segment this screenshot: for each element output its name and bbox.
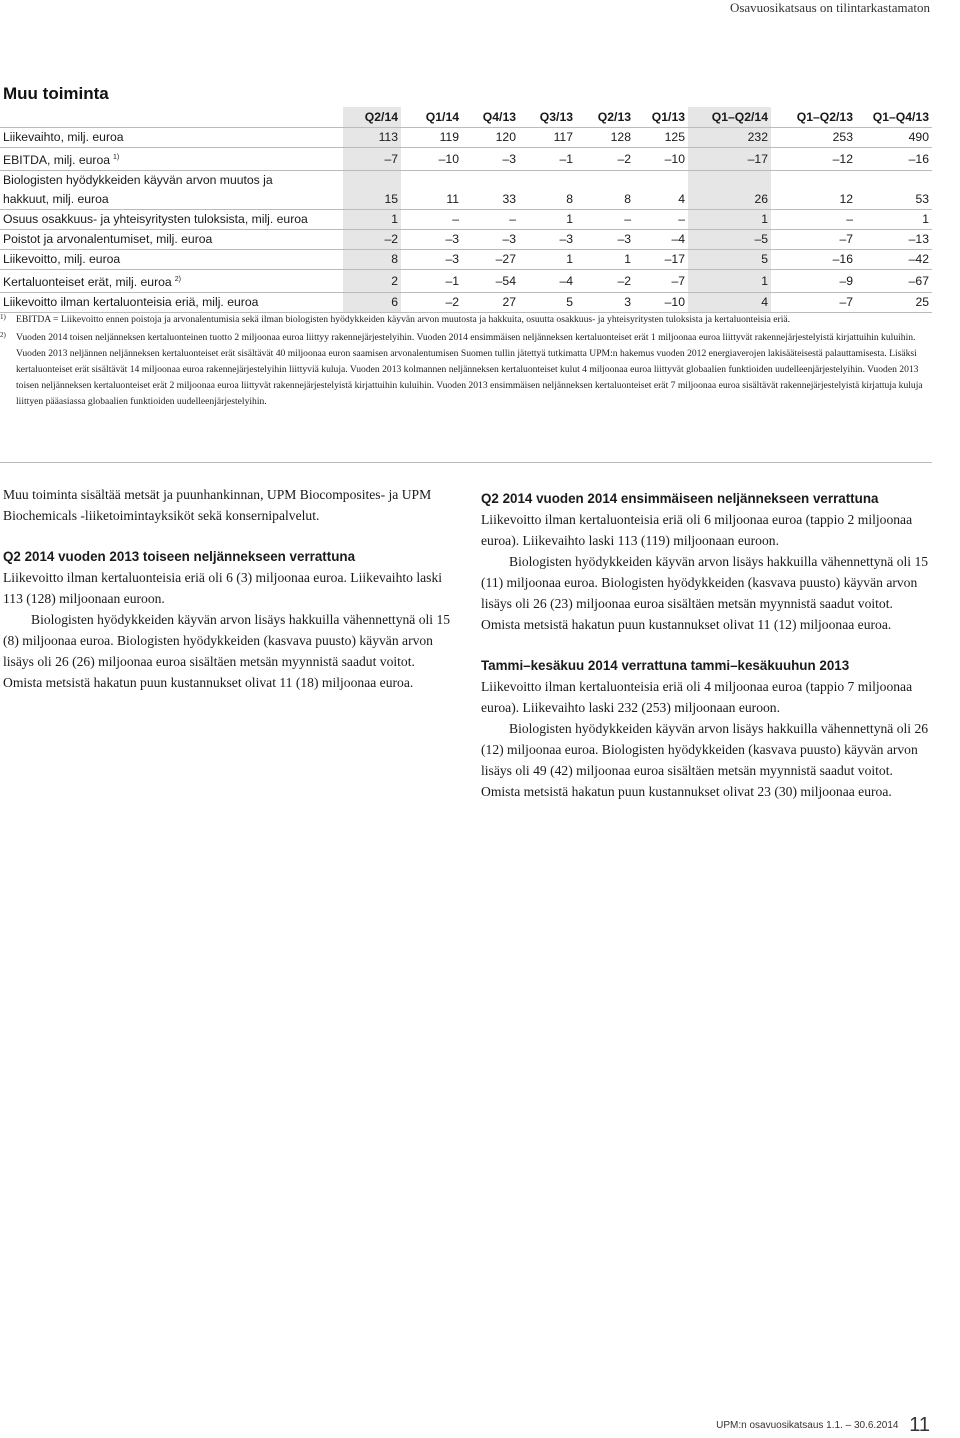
row-label [0,230,343,250]
table-cell: 8 [343,250,401,270]
table-cell: 253 [771,128,856,148]
table-cell [771,171,856,191]
table-row [0,250,932,270]
table-cell [462,171,519,191]
row-label-text: Poistot ja arvonalentumiset, milj. euroa [3,232,213,247]
row-label-text: Liikevaihto, milj. euroa [3,130,124,144]
table-cell: 490 [856,128,932,148]
table-cell: –4 [519,270,576,293]
row-label: Biologisten hyödykkeiden käyvän arvon muutos ja [3,173,273,188]
row-label [0,270,343,293]
table-cell: –16 [856,148,932,171]
table-row [0,148,932,171]
row-label-text: Liikevoitto, milj. euroa [3,252,121,267]
table-row [0,190,932,210]
footnote-1 [0,312,932,328]
table-cell: 1 [856,210,932,230]
table-cell: 232 [688,128,771,148]
table-cell: –7 [634,270,688,293]
paragraph: Liikevoitto ilman kertaluonteisia eriä oli 6 miljoonaa euroa (tappio 2 miljoonaa euroa). Liikevaihto laski 113 (119) miljoonaan euroon. [481,512,913,548]
table-cell: –2 [576,148,634,171]
table-cell: 1 [519,250,576,270]
page-number: 11 [909,1414,930,1436]
table-cell: – [462,210,519,230]
table-cell: –3 [401,250,462,270]
table-cell: –3 [462,148,519,171]
table-cell: – [771,210,856,230]
column-header: Q2/13 [576,107,634,128]
table-cell: 120 [462,128,519,148]
table-cell: –4 [634,230,688,250]
table-cell: –2 [576,270,634,293]
table-row [0,270,932,293]
divider [0,462,932,463]
right-column [481,488,931,802]
paragraph: Biologisten hyödykkeiden käyvän arvon lisäys hakkuilla vähennettynä oli 26 (12) miljoonaa euroa. Biologisten hyödykkeiden (kasvava puusto) käyvän arvon lisäys oli 49 (42) miljoonaa euroa sisältäen metsän myynnistä saadut voitot. Omista metsistä hakatun puun kustannukset olivat 23 (30) miljoonaa euroa. [481,721,929,799]
table-cell [519,171,576,191]
financial-table [0,107,932,313]
footnote-text: Vuoden 2014 toisen neljänneksen kertaluonteinen tuotto 2 miljoonaa euroa liittyy rakennejärjestelyihin. Vuoden 2014 ensimmäisen neljänneksen kertaluonteiset erät 1 miljoonaa euroa liittyvät rakennejärjestelyistä kirjattuihin kuluihin. Vuoden 2013 neljännen neljänneksen kertaluonteiset erät sisältävät 40 miljoonaa euron saamisen arvonalentumisen Suomen tullin jätettyä tutkimatta UPM:n hakemus vuoden 2012 energiaverojen lakisääteisestä palauttamisesta. Lisäksi kertaluonteiset erät sisältävät 14 miljoonaa euroa rakennejärjestelyihin liittyviä kuluja. Vuoden 2013 kolmannen neljänneksen kertaluonteiset kulut 4 miljoonaa euroa liittyvät globaalien funktioiden uudelleenjärjestelyihin. Vuoden 2013 toisen neljänneksen kertaluonteiset erät 2 miljoonaa euroa liittyvät rakennejärjestelyistä kirjattuihin kuluihin. Vuoden 2013 ensimmäisen neljänneksen kertaluonteiset erät 7 miljoonaa euroa sisältävät rakennejärjestelyistä kirjattuja kuluja liittyen pääasiassa globaalien funktioiden uudelleenjärjestelyihin. [16,332,923,407]
paragraph: Liikevoitto ilman kertaluonteisia eriä oli 4 miljoonaa euroa (tappio 7 miljoonaa euroa). Liikevaihto laski 232 (253) miljoonaan euroon. [481,679,913,715]
table-row [0,293,932,313]
row-label-text: Liikevoitto ilman kertaluonteisia eriä, milj. euroa [3,295,259,310]
table-cell: –10 [401,148,462,171]
table-cell [401,171,462,191]
row-label [0,128,343,148]
table-cell: 1 [688,270,771,293]
table-cell [856,171,932,191]
table-cell: 3 [576,293,634,313]
table-cell: –9 [771,270,856,293]
table-cell: –1 [519,148,576,171]
column-header: Q1–Q2/13 [771,107,856,128]
table-cell: –16 [771,250,856,270]
column-header: Q3/13 [519,107,576,128]
column-header: Q4/13 [462,107,519,128]
footnote-text: EBITDA = Liikevoitto ennen poistoja ja arvonalentumisia sekä ilman biologisten hyödykkeiden käyvän arvon muutosta ja hakkuita, osuutta osakkuus- ja yhteisyritysten tuloksista ja kertaluonteisia eriä. [16,314,791,325]
running-header: Osavuosikatsaus on tilintarkastamaton [729,0,930,15]
table-cell: 6 [343,293,401,313]
table-cell: 25 [856,293,932,313]
table-cell: 1 [576,250,634,270]
table-cell: –7 [771,230,856,250]
table-cell: –13 [856,230,932,250]
table-cell: 1 [688,210,771,230]
table-cell: – [634,210,688,230]
table-cell: –2 [401,293,462,313]
table-row [0,230,932,250]
table-cell: 1 [343,210,401,230]
table-cell: 4 [634,190,688,210]
table-cell: 8 [576,190,634,210]
table-cell: 53 [856,190,932,210]
table-cell [688,171,771,191]
table-cell: 128 [576,128,634,148]
footnote-mark: 2) [0,331,6,339]
section-title: Muu toiminta [3,84,109,103]
table-cell: – [401,210,462,230]
row-label [0,148,343,171]
table-cell: –67 [856,270,932,293]
paragraph: Biologisten hyödykkeiden käyvän arvon lisäys hakkuilla vähennettynä oli 15 (8) miljoonaa euroa. Biologisten hyödykkeiden (kasvava puusto) käyvän arvon lisäys oli 26 (26) miljoonaa euroa sisältäen metsän myynnistä saadut voitot. Omista metsistä hakatun puun kustannukset olivat 11 (18) miljoonaa euroa. [3,612,451,690]
table-row [0,128,932,148]
table-cell: 2 [343,270,401,293]
table-cell: –54 [462,270,519,293]
row-label [0,293,343,313]
footnote-mark: 1) [0,313,6,321]
table-cell: 33 [462,190,519,210]
table-cell: 1 [519,210,576,230]
table-header-row [0,107,932,128]
header-label-cell [0,107,343,128]
table-cell: 119 [401,128,462,148]
left-column [3,484,453,693]
table-cell: 5 [688,250,771,270]
table-cell: –17 [634,250,688,270]
table-cell: – [576,210,634,230]
row-label-text: hakkuut, milj. euroa [3,192,109,207]
subheading: Tammi–kesäkuu 2014 verrattuna tammi–kesäkuuhun 2013 [481,658,850,673]
footnotes [0,312,932,412]
table-cell: –2 [343,230,401,250]
column-header: Q2/14 [343,107,401,128]
table-cell: –3 [462,230,519,250]
table-cell: –27 [462,250,519,270]
table-cell: –3 [519,230,576,250]
table-cell: 125 [634,128,688,148]
page-footer [716,1414,930,1437]
intro-paragraph: Muu toiminta sisältää metsät ja puunhankinnan, UPM Biocomposites- ja UPM Biochemicals -liiketoimintayksiköt sekä konsernipalvelut. [3,487,432,523]
paragraph: Biologisten hyödykkeiden käyvän arvon lisäys hakkuilla vähennettynä oli 15 (11) miljoonaa euroa. Biologisten hyödykkeiden (kasvava puusto) käyvän arvon lisäys oli 26 (23) miljoonaa euroa sisältäen metsän myynnistä saadut voitot. Omista metsistä hakatun puun kustannukset olivat 11 (12) miljoonaa euroa. [481,554,929,632]
table-cell: –7 [343,148,401,171]
paragraph: Liikevoitto ilman kertaluonteisia eriä oli 6 (3) miljoonaa euroa. Liikevaihto laski 113 (128) miljoonaan euroon. [3,570,443,606]
table-row [0,210,932,230]
table-cell: –1 [401,270,462,293]
table-cell: 5 [519,293,576,313]
column-header: Q1–Q2/14 [688,107,771,128]
table-cell: –3 [401,230,462,250]
row-label [0,210,343,230]
table-cell: –10 [634,148,688,171]
table-cell: 26 [688,190,771,210]
table-cell: –5 [688,230,771,250]
row-label-text: EBITDA, milj. euroa [3,153,111,168]
table-cell: 12 [771,190,856,210]
table-cell: –7 [771,293,856,313]
footnote-ref: 2) [174,276,181,284]
table-cell: 4 [688,293,771,313]
table-cell: –42 [856,250,932,270]
table-row [0,171,932,191]
row-label-text: Kertaluonteiset erät, milj. euroa [3,275,172,290]
table-cell: 113 [343,128,401,148]
row-label-text: Osuus osakkuus- ja yhteisyritysten tuloksista, milj. euroa [3,212,308,227]
table-cell: 27 [462,293,519,313]
column-header: Q1/13 [634,107,688,128]
table-cell [343,171,401,191]
footnote-ref: 1) [113,154,120,161]
footnote-2 [0,330,932,410]
table-cell: –3 [576,230,634,250]
table-cell: 11 [401,190,462,210]
table-cell: 15 [343,190,401,210]
subheading: Q2 2014 vuoden 2013 toiseen neljännekseen verrattuna [3,549,356,564]
row-label [0,250,343,270]
footer-text: UPM:n osavuosikatsaus 1.1. – 30.6.2014 [716,1420,899,1431]
table-cell [634,171,688,191]
table-cell: –17 [688,148,771,171]
table-cell [576,171,634,191]
column-header: Q1/14 [401,107,462,128]
row-label [0,190,343,210]
table-cell: 117 [519,128,576,148]
column-header: Q1–Q4/13 [856,107,932,128]
table-cell: –12 [771,148,856,171]
subheading: Q2 2014 vuoden 2014 ensimmäiseen neljännekseen verrattuna [481,491,879,506]
table-cell: 8 [519,190,576,210]
table-cell: –10 [634,293,688,313]
